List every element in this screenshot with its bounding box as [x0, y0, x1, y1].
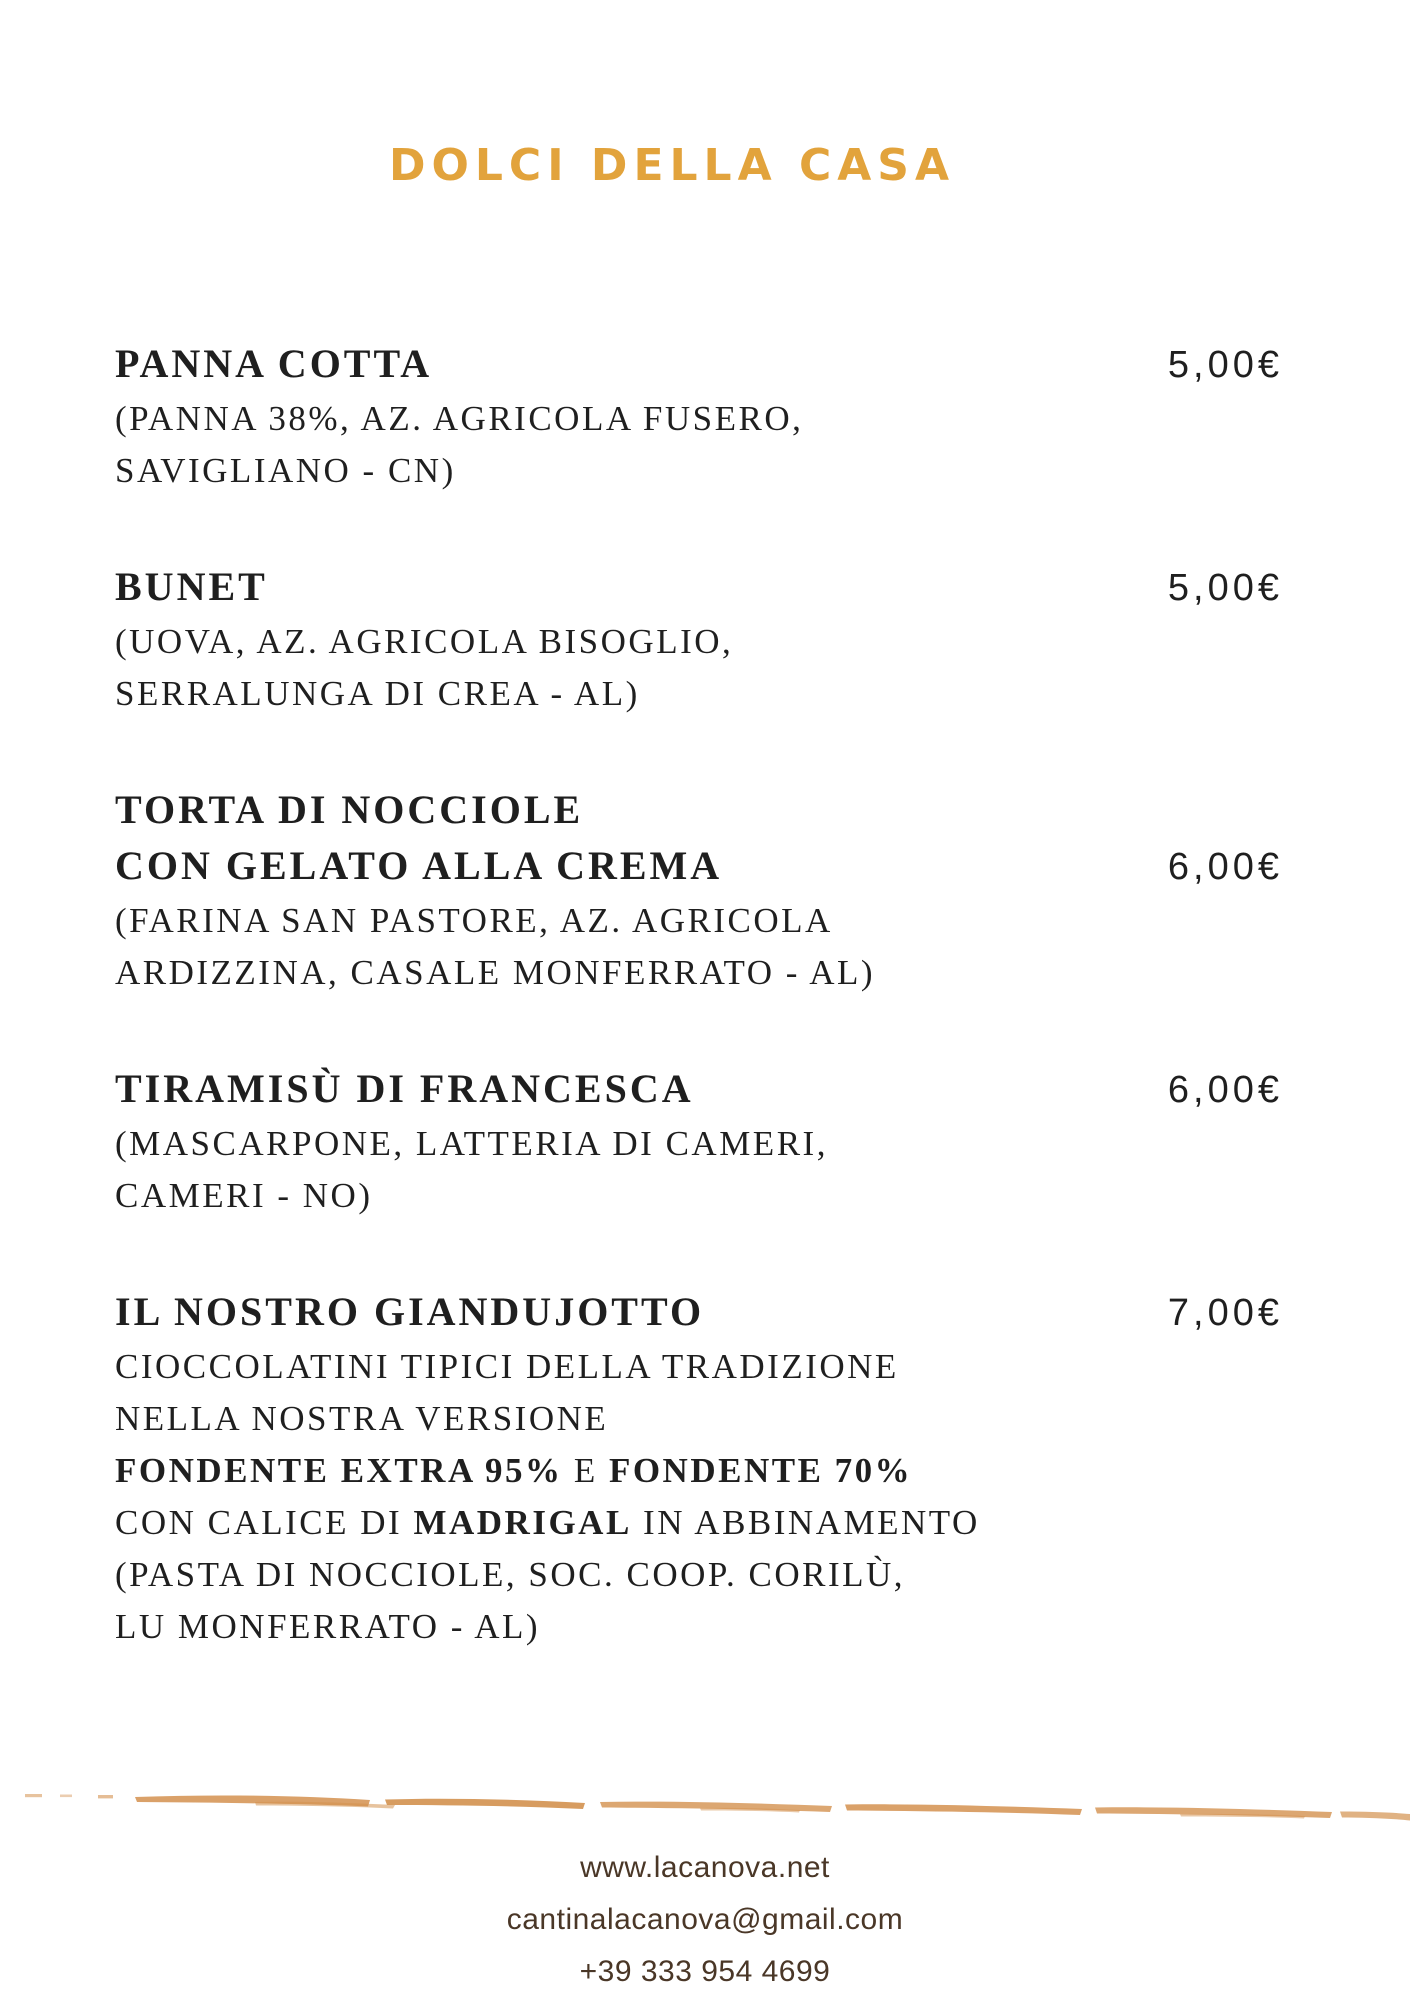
item-price: 5,00€ [1167, 567, 1283, 609]
item-description-segment: (PASTA DI NOCCIOLE, SOC. COOP. CORILÙ, [115, 1555, 906, 1594]
item-name-row [115, 782, 1283, 838]
item-description-line [115, 616, 1283, 668]
item-description-line [115, 393, 1283, 445]
item-description-segment: (UOVA, AZ. AGRICOLA BISOGLIO, [115, 622, 734, 661]
item-description-line [115, 1118, 1283, 1170]
item-price: 6,00€ [1167, 1069, 1283, 1111]
item-description-segment: (FARINA SAN PASTORE, AZ. AGRICOLA [115, 901, 833, 940]
item-description-line [115, 895, 1283, 947]
item-name: TORTA DI NOCCIOLE [115, 787, 584, 832]
item-description-bold-segment: FONDENTE 70% [608, 1451, 913, 1490]
brush-stroke-divider [0, 1782, 1410, 1842]
item-price: 5,00€ [1167, 344, 1283, 386]
item-description-line [115, 947, 1283, 999]
item-description-line [115, 1497, 1283, 1549]
item-description-line [115, 1549, 1283, 1601]
item-description-line [115, 1601, 1283, 1653]
item-description-segment: (MASCARPONE, LATTERIA DI CAMERI, [115, 1124, 828, 1163]
footer-email: cantinalacanova@gmail.com [506, 1903, 904, 1936]
item-description-segment: CON CALICE DI [115, 1503, 414, 1542]
item-description-bold-segment: MADRIGAL [413, 1503, 632, 1542]
footer-website: www.lacanova.net [580, 1851, 830, 1884]
item-description-segment: (PANNA 38%, AZ. AGRICOLA FUSERO, [115, 399, 804, 438]
menu-item [115, 559, 1283, 720]
item-description-segment: NELLA NOSTRA VERSIONE [115, 1399, 609, 1438]
item-price: 7,00€ [1167, 1292, 1283, 1334]
item-description-segment: SAVIGLIANO - CN) [115, 451, 456, 490]
item-description-line [115, 1393, 1283, 1445]
item-description-line [115, 1170, 1283, 1222]
menu-list [115, 336, 1283, 1715]
menu-item [115, 336, 1283, 497]
item-name-row [115, 336, 1283, 393]
item-description-segment: E [562, 1451, 609, 1490]
item-name-row [115, 559, 1283, 616]
item-name: BUNET [115, 564, 268, 609]
item-name: PANNA COTTA [115, 341, 433, 386]
item-price: 6,00€ [1167, 846, 1283, 888]
item-description-segment: IN ABBINAMENTO [631, 1503, 980, 1542]
menu-item [115, 1061, 1283, 1222]
item-name: TIRAMISÙ DI FRANCESCA [115, 1066, 694, 1111]
footer-phone: +39 333 954 4699 [579, 1955, 831, 1988]
menu-item [115, 1284, 1283, 1653]
item-description-segment: LU MONFERRATO - AL) [115, 1607, 541, 1646]
item-description-bold-segment: FONDENTE EXTRA 95% [115, 1451, 563, 1490]
item-name-row [115, 838, 1283, 895]
item-description-segment: CAMERI - NO) [115, 1176, 373, 1215]
item-description-segment: CIOCCOLATINI TIPICI DELLA TRADIZIONE [115, 1347, 899, 1386]
page-title: DOLCI DELLA CASA [388, 140, 956, 191]
item-name: IL NOSTRO GIANDUJOTTO [115, 1289, 705, 1334]
menu-item [115, 782, 1283, 999]
item-name-row [115, 1284, 1283, 1341]
item-description-segment: SERRALUNGA DI CREA - AL) [115, 674, 640, 713]
item-description-line [115, 1341, 1283, 1393]
item-description-line [115, 445, 1283, 497]
item-description-segment: ARDIZZINA, CASALE MONFERRATO - AL) [115, 953, 876, 992]
footer [0, 1842, 1410, 1998]
item-description-line [115, 668, 1283, 720]
item-name-row [115, 1061, 1283, 1118]
item-name: CON GELATO ALLA CREMA [115, 843, 723, 888]
item-description-line [115, 1445, 1283, 1497]
